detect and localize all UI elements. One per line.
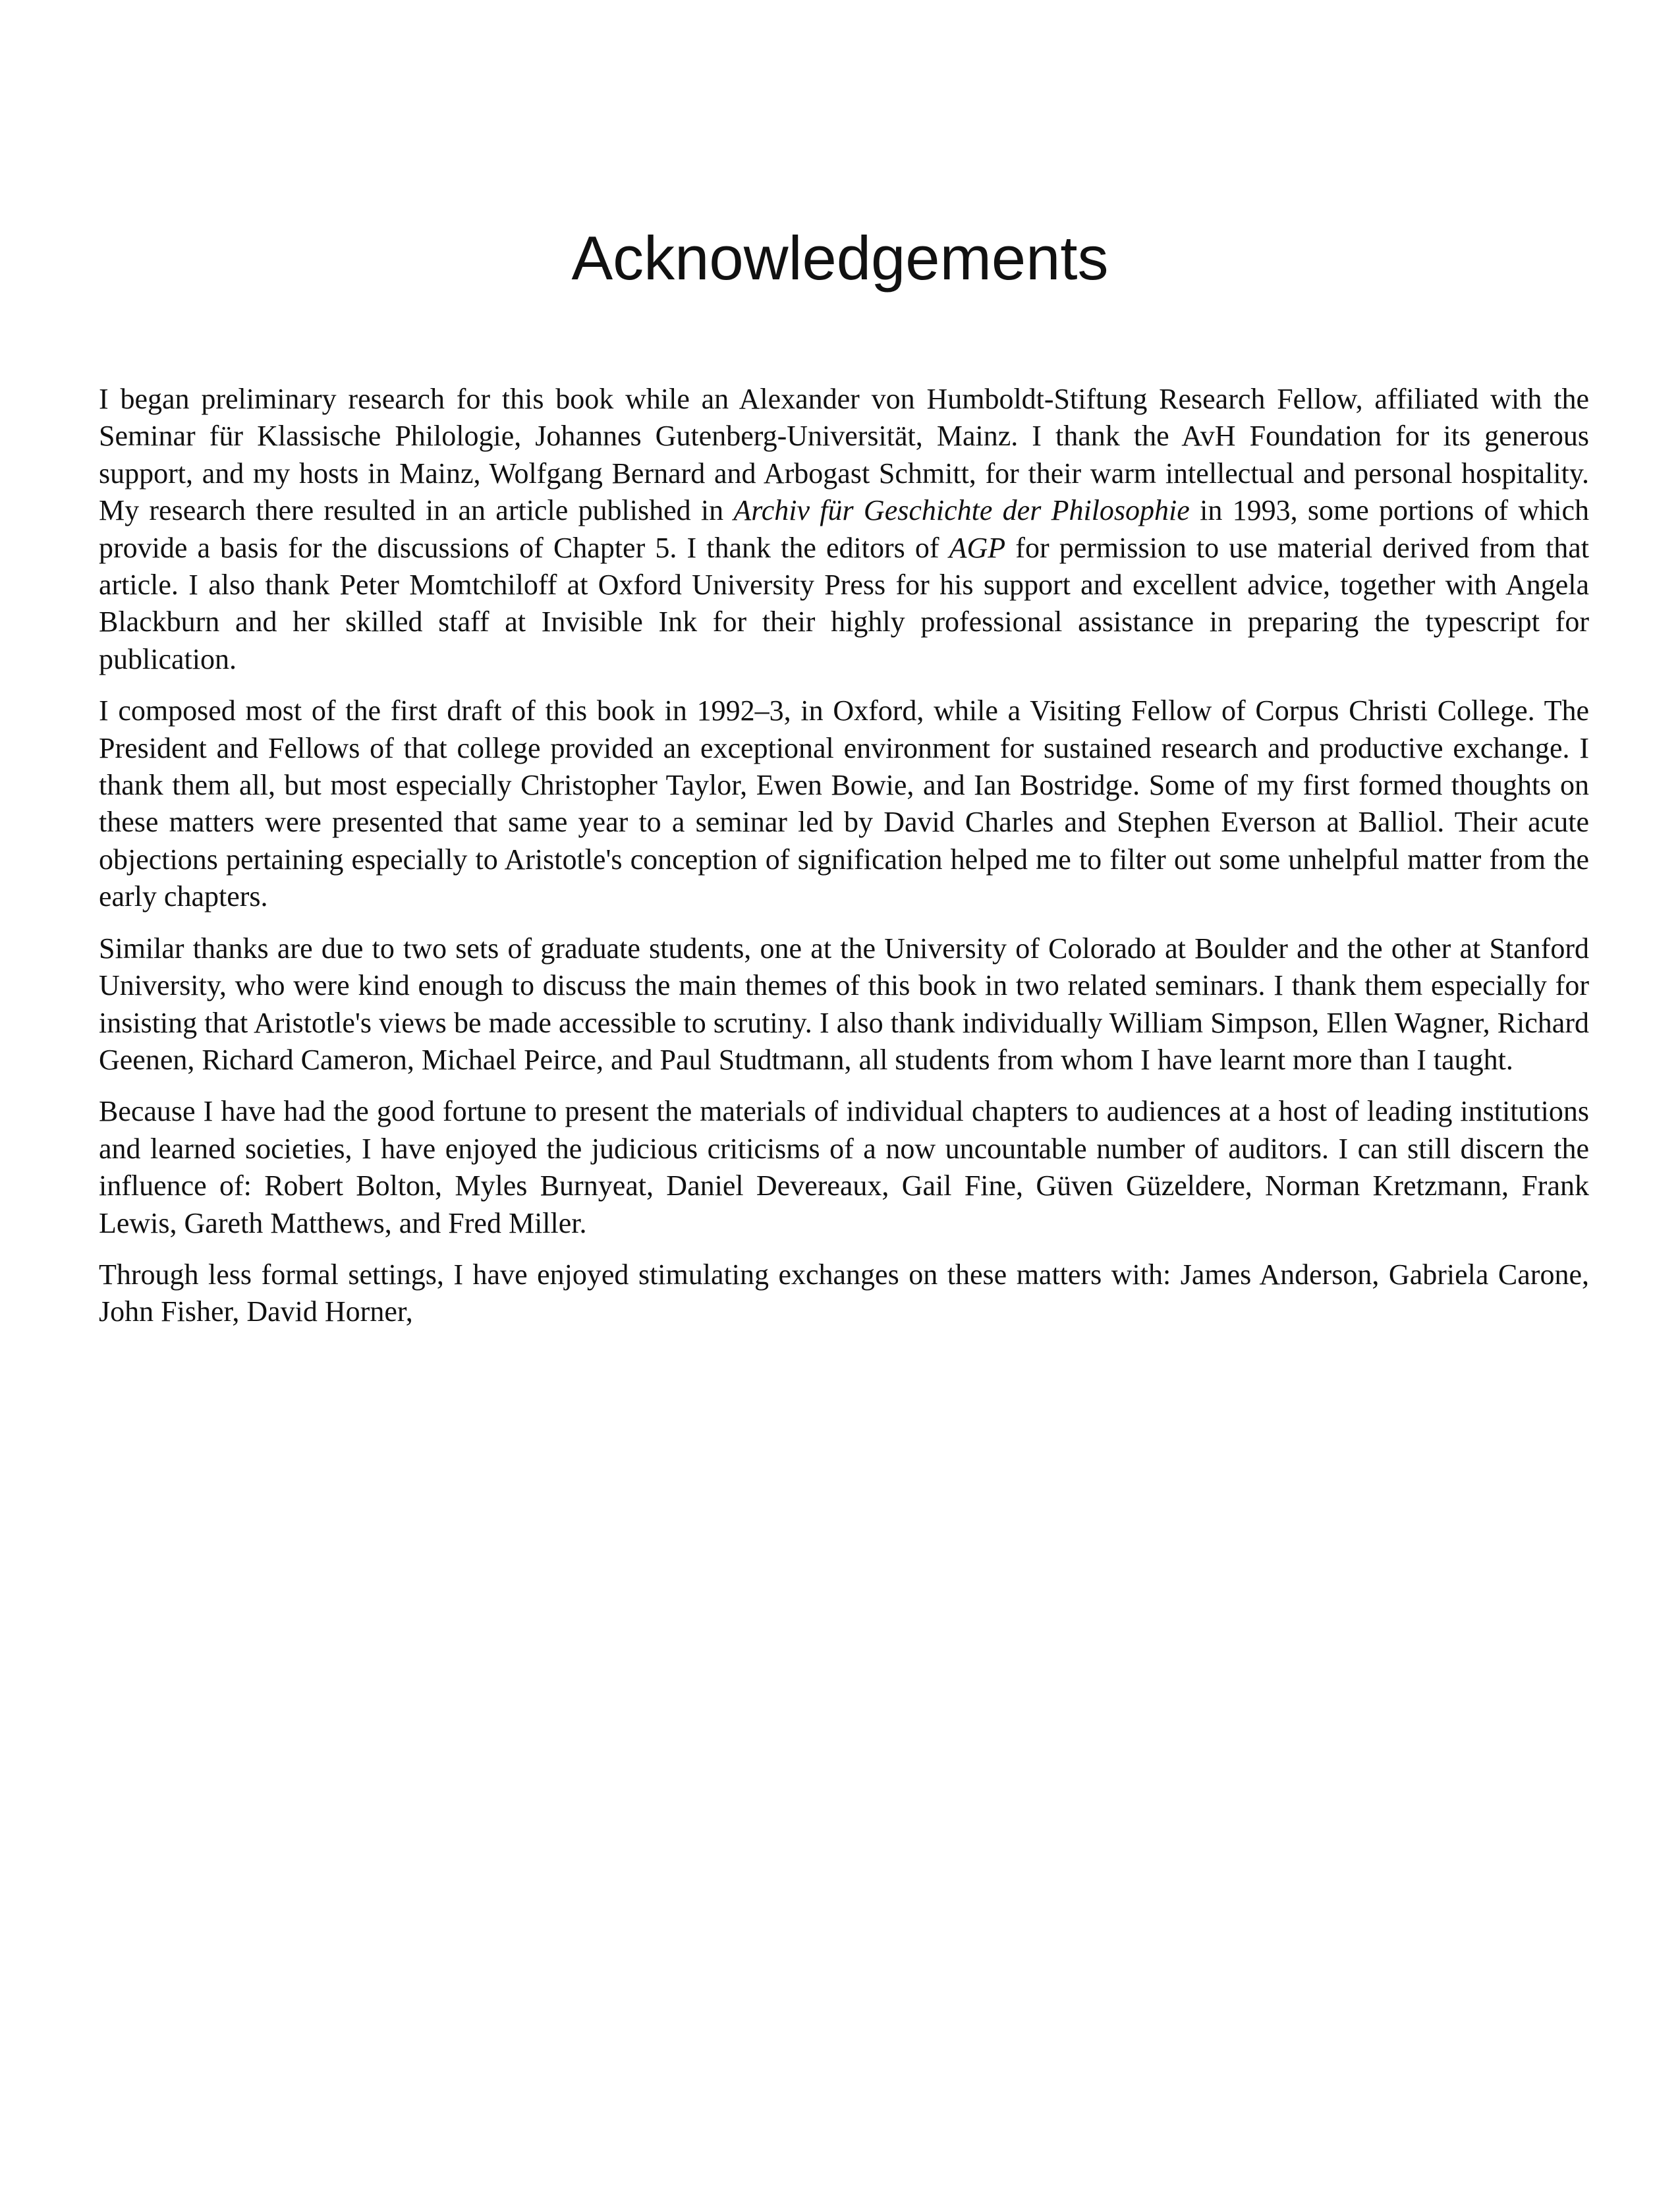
paragraph-2-text: I composed most of the first draft of this book in 1992–3, in Oxford, while a Visiting Fellow of Corpus Christi College. The President and Fellows of that college provided an exceptional environment for sustained research and productive exchange. I thank them all, but most especially Christopher Taylor, Ewen Bowie, and Ian Bostridge. Some of my first formed thoughts on these matters were presented that same year to a seminar led by David Charles and Stephen Everson at Balliol. Their acute objections pertaining especially to Aristotle's conception of signification helped me to filter out some unhelpful matter from the early chapters. <box>99 694 1589 913</box>
page-title: Acknowledgements <box>571 223 1109 293</box>
paragraph-5-text: Through less formal settings, I have enjoyed stimulating exchanges on these matters with: James Anderson, Gabriela Carone, John Fisher, David Horner, <box>99 1258 1589 1328</box>
journal-abbrev-agp: AGP <box>949 531 1006 564</box>
paragraph-5 <box>99 1256 1589 1331</box>
paragraph-1-text-3: for permission to use material derived from that article. I also thank Peter Momtchiloff at Oxford University Press for his support and excellent advice, together with Angela Blackburn and her skilled staff at Invisible Ink for their highly professional assistance in preparing the typescript for publication. <box>99 531 1589 675</box>
paragraph-4 <box>99 1093 1589 1242</box>
paragraph-1-text-2: in 1993, some portions of which provide a basis for the discussions of Chapter 5. I thank the editors of <box>99 494 1589 564</box>
paragraph-4-text: Because I have had the good fortune to present the materials of individual chapters to audiences at a host of leading institutions and learned societies, I have enjoyed the judicious criticisms of a now uncountable number of auditors. I can still discern the influence of: Robert Bolton, Myles Burnyeat, Daniel Devereaux, Gail Fine, Güven Güzeldere, Norman Kretzmann, Frank Lewis, Gareth Matthews, and Fred Miller. <box>99 1095 1589 1239</box>
paragraph-1-text-1: I began preliminary research for this book while an Alexander von Humboldt-Stiftung Research Fellow, affiliated with the Seminar für Klassische Philologie, Johannes Gutenberg-Universität, Mainz. I thank the AvH Foundation for its generous support, and my hosts in Mainz, Wolfgang Bernard and Arbogast Schmitt, for their warm intellectual and personal hospitality. My research there resulted in an article published in <box>99 383 1589 527</box>
paragraph-2 <box>99 692 1589 915</box>
paragraph-3 <box>99 930 1589 1079</box>
paragraph-3-text: Similar thanks are due to two sets of graduate students, one at the University of Colorado at Boulder and the other at Stanford University, who were kind enough to discuss the main themes of this book in two related seminars. I thank them especially for insisting that Aristotle's views be made accessible to scrutiny. I also thank individually William Simpson, Ellen Wagner, Richard Geenen, Richard Cameron, Michael Peirce, and Paul Studtmann, all students from whom I have learnt more than I taught. <box>99 932 1589 1076</box>
journal-title-archiv: Archiv für Geschichte der Philosophie <box>733 494 1190 527</box>
acknowledgements-body <box>99 381 1589 1345</box>
paragraph-1 <box>99 381 1589 678</box>
